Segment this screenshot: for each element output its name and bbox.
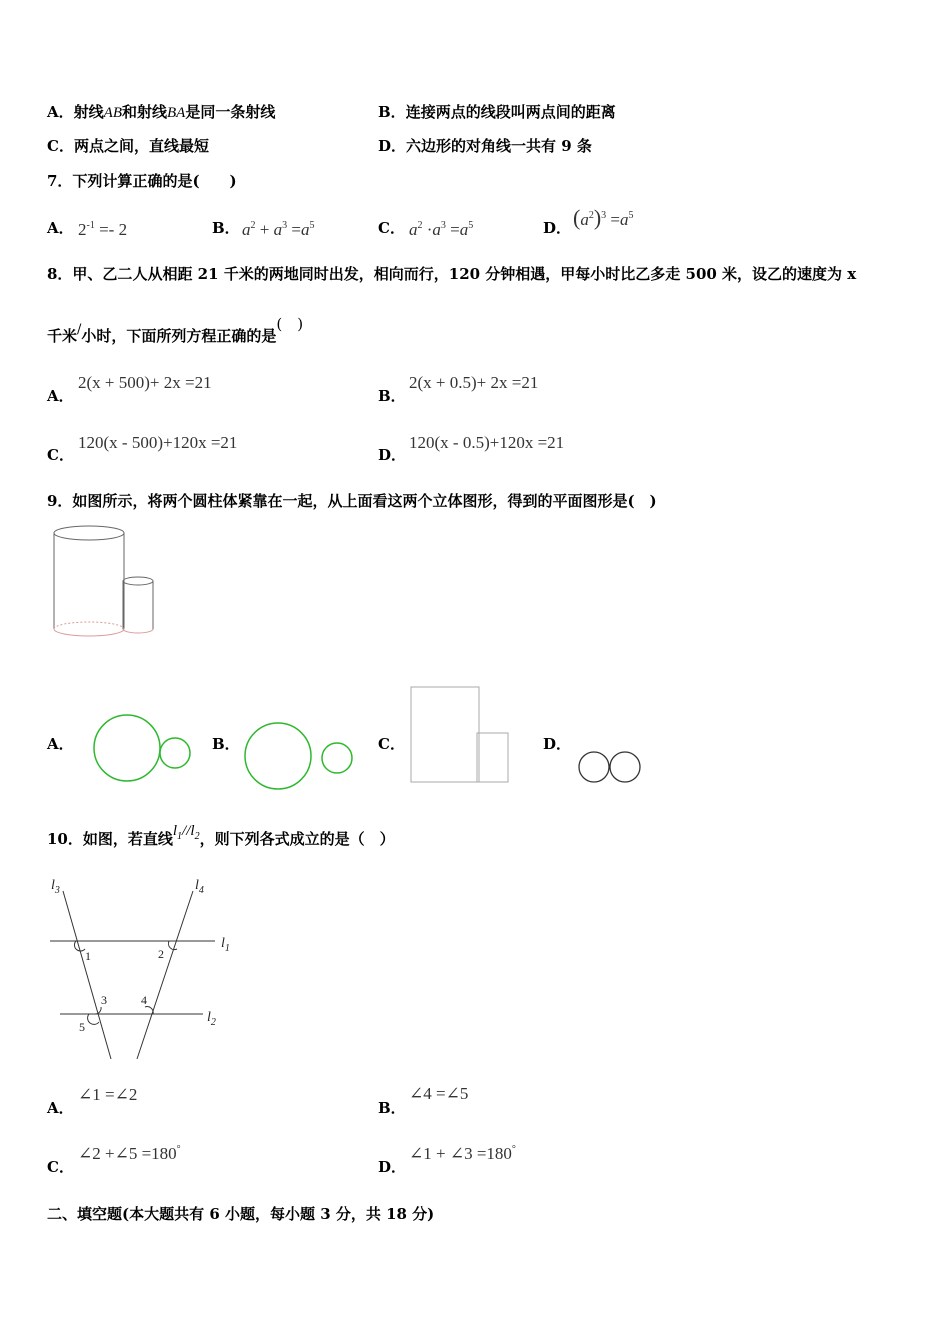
q6-option-a-mid: 和射线: [121, 103, 167, 121]
q8-option-d-expr: 120(x - 0.5)+120x =21: [409, 433, 565, 452]
angle-4-label: 4: [141, 993, 147, 1007]
q10-option-a-label: A．: [47, 1099, 74, 1117]
q8-option-c-label: C．: [47, 446, 74, 464]
q9-cylinders-figure: [50, 522, 160, 642]
q10-option-b-expr: ∠4 =∠5: [409, 1084, 469, 1103]
q6-option-b-text: 连接两点的线段叫两点间的距离: [405, 103, 616, 121]
q9-option-b-figure: [243, 720, 358, 795]
q6-option-c-label: C．: [47, 137, 74, 155]
q7-option-d-label: D．: [543, 219, 572, 237]
large-cylinder: [54, 526, 124, 636]
q10-option-a-expr: ∠1 =∠2: [78, 1085, 138, 1104]
q9-option-a-figure: [90, 712, 195, 784]
q9-option-d-label: D．: [543, 735, 572, 753]
q8-option-c-expr: 120(x - 500)+120x =21: [78, 433, 238, 452]
q9-option-d-figure: [576, 749, 646, 785]
big-rectangle: [411, 687, 479, 782]
q7-option-a-label: A．: [47, 219, 74, 237]
q10-stem: 10．如图，若直线$l_1//l_2$，则下列各式成立的是（ ）: [47, 823, 395, 848]
q10-parallel-relation: $l_1//l_2$: [172, 823, 200, 842]
q9-option-c-label: C．: [378, 735, 405, 753]
q10-lines-figure: [45, 873, 245, 1063]
q7-option-c-label: C．: [378, 219, 405, 237]
q9-option-b-label: B．: [212, 735, 240, 753]
q8-option-b-expr: 2(x + 0.5)+ 2x =21: [409, 373, 539, 392]
big-circle: [245, 723, 311, 789]
small-cylinder: [123, 577, 153, 633]
q9-option-c-figure: [409, 685, 514, 785]
q10-option-c-label: C．: [47, 1158, 74, 1176]
q6-option-c-text: 两点之间，直线最短: [73, 137, 209, 155]
q6-option-d-label: D．: [378, 137, 407, 155]
small-rectangle: [477, 733, 508, 782]
q8-option-b-label: B．: [378, 387, 406, 405]
q6-option-a-pre: 射线: [73, 103, 104, 121]
q8-option-a-expr: 2(x + 500)+ 2x =21: [78, 373, 212, 392]
big-circle: [94, 715, 160, 781]
q10-option-d-expr: ∠1 + ∠3 =180°: [409, 1144, 516, 1163]
q6-option-a-ray1: AB: [103, 105, 122, 121]
q6-option-c: [47, 137, 209, 155]
q6-option-a-ray2: BA: [167, 105, 186, 121]
q9-option-a-label: A．: [47, 735, 74, 753]
q7-option-b-expr: $a^2 + a^3 =a^5$: [242, 220, 315, 239]
q6-option-b: [378, 103, 616, 121]
q7-option-d-expr: $(a^2)^3 =a^5$: [573, 205, 634, 230]
q7-option-a-expr: $2^{-1} =- 2$: [78, 220, 128, 239]
q6-option-a-post: 是同一条射线: [185, 103, 276, 121]
small-circle: [160, 738, 190, 768]
q8-stem-line2: 千米/小时，下面所列方程正确的是( ): [47, 315, 304, 345]
line-l4: [137, 891, 193, 1059]
q6-option-b-label: B．: [378, 103, 406, 121]
q8-option-d-label: D．: [378, 446, 407, 464]
section-2-title: 二、填空题(本大题共有 6 小题，每小题 3 分，共 18 分): [47, 1205, 435, 1223]
angle-5-label: 5: [79, 1020, 85, 1034]
angle-1-label: 1: [85, 949, 91, 963]
label-l3: $l_3$: [51, 878, 60, 896]
q6-option-a: [47, 103, 275, 122]
q7-option-c-expr: $a^2 \cdot a^3 =a^5$: [409, 220, 474, 239]
label-l4: $l_4$: [195, 878, 204, 896]
q9-stem: 9．如图所示，将两个圆柱体紧靠在一起，从上面看这两个立体图形，得到的平面图形是( ): [47, 492, 657, 510]
left-circle: [579, 752, 609, 782]
q6-option-a-label: A．: [47, 103, 74, 121]
small-circle: [322, 743, 352, 773]
right-circle: [610, 752, 640, 782]
label-l1: $l_1$: [221, 936, 230, 954]
angle-2-label: 2: [158, 947, 164, 961]
q6-option-d-text: 六边形的对角线一共有 9 条: [406, 137, 592, 155]
q10-option-b-label: B．: [378, 1099, 406, 1117]
q8-option-a-label: A．: [47, 387, 74, 405]
q10-option-c-expr: ∠2 +∠5 =180°: [78, 1144, 181, 1163]
q10-option-d-label: D．: [378, 1158, 407, 1176]
line-l3: [63, 891, 111, 1059]
angle-3-label: 3: [101, 993, 107, 1007]
label-l2: $l_2$: [207, 1010, 216, 1028]
q8-stem-line1: 8．甲、乙二人从相距 21 千米的两地同时出发，相向而行，120 分钟相遇，甲每小时比乙多走 500 米，设乙的速度为 x: [47, 265, 857, 283]
q6-option-d: [378, 137, 592, 155]
q7-stem: 7．下列计算正确的是( ): [47, 172, 237, 190]
q7-option-b-label: B．: [212, 219, 240, 237]
